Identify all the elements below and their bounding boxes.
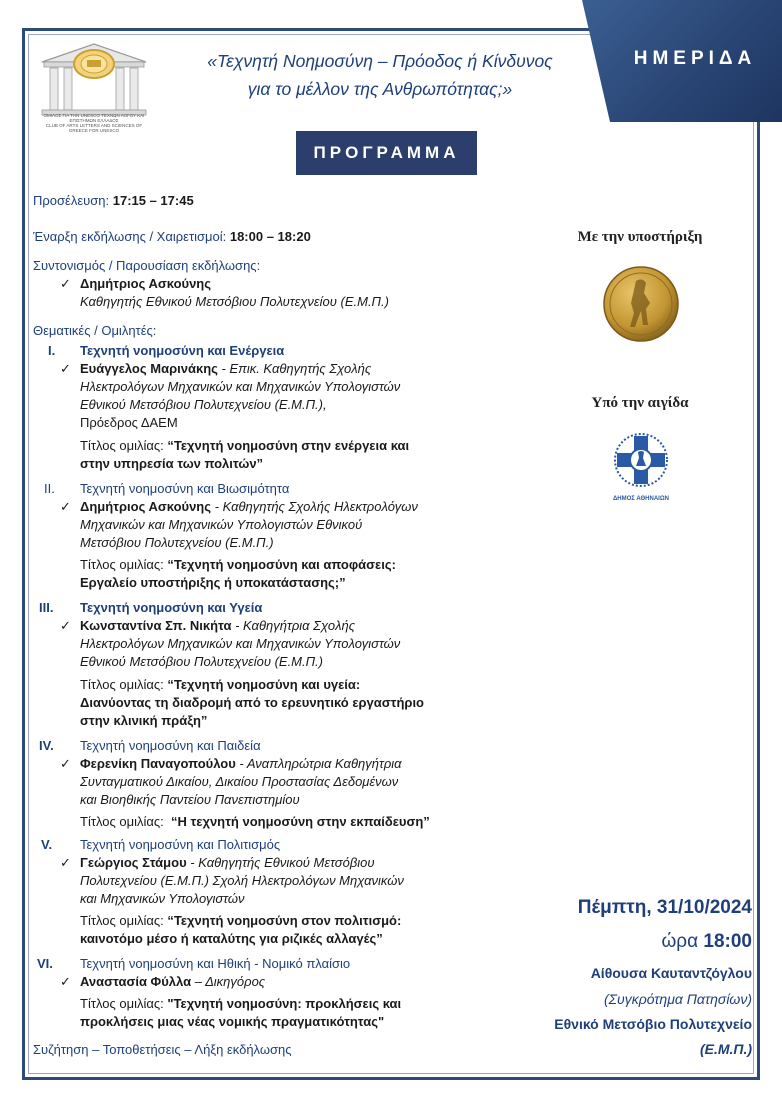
auspices-org: ΔΗΜΟΣ ΑΘΗΝΑΙΩΝ — [612, 496, 669, 502]
speaker-role: Μετσόβιου Πολυτεχνείου (Ε.Μ.Π.) — [80, 535, 274, 550]
programme-heading: ΠΡΟΓΡΑΜΜΑ — [296, 131, 477, 175]
talk-title: Τίτλος ομιλίας: "Τεχνητή νοημοσύνη: προκλήσεις και — [80, 996, 402, 1011]
speaker-role: και Βιοηθικής Παντείου Πανεπιστημίου — [80, 792, 300, 807]
talk-title: Τίτλος ομιλίας: “Τεχνητή νοημοσύνη στην ενέργεια και — [80, 438, 410, 453]
speaker-role: Πολυτεχνείου (Ε.Μ.Π.) Σχολή Ηλεκτρολόγων Μηχανικών — [80, 873, 404, 888]
session-numeral: V. — [41, 837, 53, 852]
speaker-role: Μηχανικών και Μηχανικών Υπολογιστών Εθνικού — [80, 517, 363, 532]
talk-title: Τίτλος ομιλίας: “Η τεχνητή νοημοσύνη στην εκπαίδευση” — [80, 814, 430, 829]
speaker-role: Εθνικού Μετσόβιου Πολυτεχνείου (Ε.Μ.Π.) — [80, 654, 323, 669]
coordinator-role: Καθηγητής Εθνικού Μετσόβιου Πολυτεχνείου (Ε.Μ.Π.) — [80, 294, 389, 309]
opening-row: Έναρξη εκδήλωσης / Χαιρετισμοί: 18:00 – 18:20 — [33, 229, 311, 244]
ntua-medal-icon — [602, 265, 680, 343]
speaker-line: Κωνσταντίνα Σπ. Νικήτα - Καθηγήτρια Σχολής — [80, 618, 356, 633]
talk-title-cont: Διανύοντας τη διαδρομή από το ερευνητικό εργαστήριο — [80, 695, 424, 710]
speaker-role: Εθνικού Μετσόβιου Πολυτεχνείου (Ε.Μ.Π.), — [80, 397, 327, 412]
session-title: Τεχνητή νοημοσύνη και Παιδεία — [80, 738, 261, 753]
talk-title: Τίτλος ομιλίας: “Τεχνητή νοημοσύνη στον πολιτισμό: — [80, 913, 402, 928]
speaker-role: και Μηχανικών Υπολογιστών — [80, 891, 245, 906]
speaker-role: Ηλεκτρολόγων Μηχανικών και Μηχανικών Υπολογιστών — [80, 379, 401, 394]
coordinator-name: Δημήτριος Ασκούνης — [80, 276, 212, 291]
session-numeral: I. — [48, 343, 56, 358]
session-title: Τεχνητή νοημοσύνη και Βιωσιμότητα — [80, 481, 290, 496]
session-numeral: VI. — [37, 956, 53, 971]
check-icon: ✓ — [60, 361, 71, 376]
speaker-role: Πρόεδρος ΔΑΕΜ — [80, 415, 178, 430]
session-title: Τεχνητή νοημοσύνη και Ηθική - Νομικό πλαίσιο — [80, 956, 351, 971]
unesco-club-logo — [36, 40, 152, 122]
coordination-label: Συντονισμός / Παρουσίαση εκδήλωσης: — [33, 258, 261, 273]
event-date: Πέμπτη, 31/10/2024 — [577, 897, 752, 918]
check-icon: ✓ — [60, 855, 71, 870]
speaker-line: Αναστασία Φύλλα – Δικηγόρος — [80, 974, 266, 989]
talk-title-cont: στην κλινική πράξη” — [80, 713, 208, 728]
session-title: Τεχνητή νοημοσύνη και Πολιτισμός — [80, 837, 281, 852]
session-numeral: II. — [44, 481, 55, 496]
themes-label: Θεματικές / Ομιλητές: — [33, 323, 157, 338]
talk-title: Τίτλος ομιλίας: “Τεχνητή νοημοσύνη και υγεία: — [80, 677, 361, 692]
event-time: ώρα 18:00 — [661, 931, 752, 952]
speaker-role: Συνταγματικού Δικαίου, Δικαίου Προστασίας Δεδομένων — [80, 774, 399, 789]
session-title: Τεχνητή νοημοσύνη και Ενέργεια — [80, 343, 285, 358]
event-complex: (Συγκρότημα Πατησίων) — [603, 991, 752, 1007]
check-icon: ✓ — [60, 499, 71, 514]
talk-title: Τίτλος ομιλίας: “Τεχνητή νοημοσύνη και αποφάσεις: — [80, 557, 396, 572]
logo-caption: ΟΜΙΛΟΣ ΓΙΑ ΤΗΝ UNESCO ΤΕΧΝΩΝ ΛΟΓΟΥ ΚΑΙ ΕΠΙΣΤΗΜΩΝ ΕΛΛΑΔΟΣ CLUB OF ARTS LETTERS AND SCIENCES OF GREECE FOR UNESCO — [43, 113, 145, 133]
speaker-role: Ηλεκτρολόγων Μηχανικών και Μηχανικών Υπολογιστών — [80, 636, 401, 651]
talk-title-cont: στην υπηρεσία των πολιτών” — [80, 456, 264, 471]
banner-label: ΗΜΕΡΙΔΑ — [633, 48, 757, 69]
talk-title-cont: καινοτόμο μέσο ή καταλύτης για ριζικές αλλαγές” — [80, 931, 383, 946]
session-numeral: IV. — [39, 738, 54, 753]
check-icon: ✓ — [60, 974, 71, 989]
speaker-line: Δημήτριος Ασκούνης - Καθηγητής Σχολής Ηλεκτρολόγων — [80, 499, 418, 514]
closing-row: Συζήτηση – Τοποθετήσεις – Λήξη εκδήλωσης — [33, 1042, 292, 1057]
event-hall: Αίθουσα Καυταντζόγλου — [590, 965, 752, 981]
talk-title-cont: προκλήσεις μιας νέας νομικής πραγματικότητας" — [80, 1014, 385, 1029]
check-icon: ✓ — [60, 756, 71, 771]
event-title: «Τεχνητή Νοημοσύνη – Πρόοδος ή Κίνδυνος για το μέλλον της Ανθρωπότητας;» — [207, 51, 553, 99]
speaker-line: Φερενίκη Παναγοπούλου - Αναπληρώτρια Καθηγήτρια — [80, 756, 402, 771]
event-institution: Εθνικό Μετσόβιο Πολυτεχνείο — [554, 1016, 752, 1032]
auspices-label: Υπό την αιγίδα — [591, 395, 689, 411]
arrival-row: Προσέλευση: 17:15 – 17:45 — [33, 193, 194, 208]
check-icon: ✓ — [60, 618, 71, 633]
session-title: Τεχνητή νοημοσύνη και Υγεία — [80, 600, 263, 615]
session-numeral: III. — [39, 600, 54, 615]
talk-title-cont: Εργαλείο υποστήριξης ή υποκατάστασης;” — [80, 575, 346, 590]
support-label: Με την υποστήριξη — [577, 229, 703, 245]
check-icon: ✓ — [60, 276, 71, 291]
speaker-line: Ευάγγελος Μαρινάκης - Επικ. Καθηγητής Σχολής — [80, 361, 372, 376]
speaker-line: Γεώργιος Στάμου - Καθηγητής Εθνικού Μετσόβιου — [80, 855, 375, 870]
athens-municipality-emblem — [605, 432, 677, 492]
event-institution-abbr: (Ε.Μ.Π.) — [699, 1041, 752, 1057]
